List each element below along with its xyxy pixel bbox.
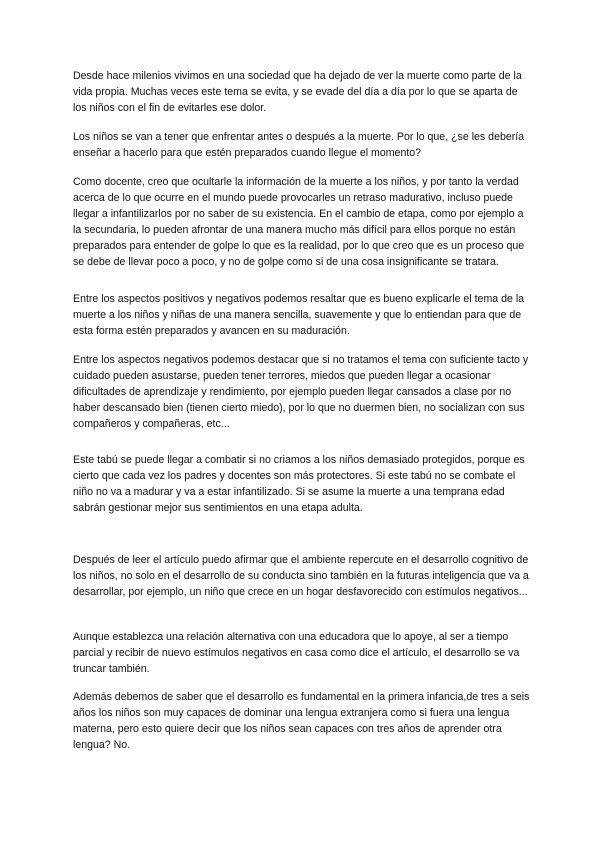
paragraph-early-childhood: Además debemos de saber que el desarrollo es fundamental en la primera infancia,de tres a seis años los niños son muy capaces de dominar una lengua extranjera como si fuera una lengua materna, pero esto quiere decir que los niños sean capaces con tres años de aprender otra lengua? No.: [73, 691, 530, 751]
paragraph-article-reflection: Después de leer el artículo puedo afirmar que el ambiente repercute en el desarrollo cognitivo de los niños, no solo en el desarrollo de su conducta sino también en la futuras inteligencia que va a desarrollar, por ejemplo, un niño que crece en un hogar desfavorecido con estímulos negativos...: [73, 554, 529, 598]
paragraph-teacher-view: Como docente, creo que ocultarle la información de la muerte a los niños, y por tanto la verdad acerca de lo que ocurre en el mundo puede provocarles un retraso madurativo, incluso puede llegar a infantilizarlos por no saber de su existencia. En el cambio de etapa, como por ejemplo a la secundaria, lo pueden afrontar de una manera mucho más difícil para ellos porque no están preparados para entender de golpe lo que es la realidad, por lo que creo que es un proceso que se debe de llevar poco a poco, y no de golpe como si de una cosa insignificante se tratara.: [73, 176, 525, 268]
paragraph-negative-aspects: Entre los aspectos negativos podemos destacar que si no tratamos el tema con suficiente tacto y cuidado pueden asustarse, pueden tener terrores, miedos que pueden llegar a ocasionar dificultades de aprendizaje y rendimiento, por ejemplo pueden llegar cansados a clase por no haber descansado bien (tienen cierto miedo), por lo que no duermen bien, no socializan con sus compañeros y compañeras, etc...: [73, 354, 529, 430]
paragraph-intro: Desde hace milenios vivimos en una sociedad que ha dejado de ver la muerte como parte de la vida propia. Muchas veces este tema se evita, y se evade del día a día por lo que se aparta de los niños con el fin de evitarles ese dolor.: [73, 70, 522, 114]
paragraph-taboo: Este tabú se puede llegar a combatir si no criamos a los niños demasiado protegidos, porque es cierto que cada vez los padres y docentes son más protectores. Si este tabú no se combate el niño no va a madurar y va a estar infantilizado. Si se asume la muerte a una temprana edad sabrán gestionar mejor sus sentimientos en una etapa adulta.: [73, 454, 525, 514]
paragraph-alternative-relationship: Aunque establezca una relación alternativa con una educadora que lo apoye, al ser a tiempo parcial y recibir de nuevo estímulos negativos en casa como dice el artículo, el desarrollo se va truncar también.: [73, 631, 520, 675]
paragraph-question: Los niños se van a tener que enfrentar antes o después a la muerte. Por lo que, ¿se les debería enseñar a hacerlo para que estén preparados cuando llegue el momento?: [73, 131, 525, 159]
paragraph-positive-aspects: Entre los aspectos positivos y negativos podemos resaltar que es bueno explicarle el tema de la muerte a los niños y niñas de una manera sencilla, suavemente y que lo entiendan para que de esta forma estén preparados y avancen en su maduración.: [73, 293, 525, 337]
